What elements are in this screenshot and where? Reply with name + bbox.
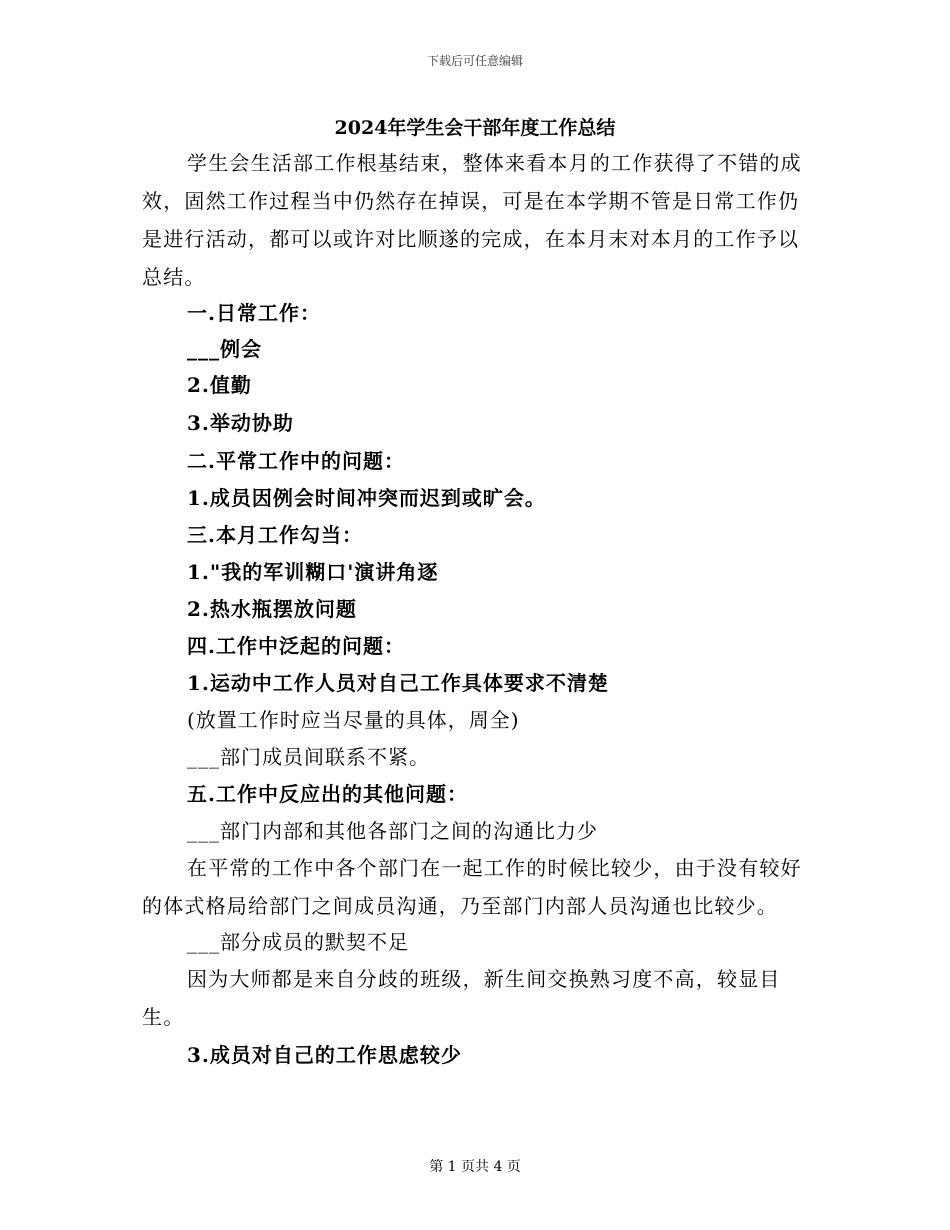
list-item: ___部门成员间联系不紧。 bbox=[187, 745, 430, 769]
list-item: ___部分成员的默契不足 bbox=[187, 930, 409, 954]
document-title: 2024年学生会干部年度工作总结 bbox=[334, 117, 616, 139]
tacit-paragraph: 因为大师都是来自分歧的班级，新生间交换熟习度不高，较显目生。 bbox=[142, 967, 781, 1029]
list-item: 3.成员对自己的工作思虑较少 bbox=[187, 1043, 462, 1067]
list-item: 1."我的军训糊口'演讲角逐 bbox=[187, 560, 439, 584]
section-heading-other-problems: 五.工作中反应出的其他问题： bbox=[187, 782, 468, 806]
page-header: 下载后可任意编辑 bbox=[426, 54, 523, 68]
list-item-note: (放置工作时应当尽量的具体，周全) bbox=[187, 708, 520, 732]
section-heading-daily-work: 一.日常工作： bbox=[187, 301, 321, 325]
list-item: 3.举动协助 bbox=[187, 411, 294, 435]
section-heading-monthly-activities: 三.本月工作勾当： bbox=[187, 523, 363, 547]
section-heading-work-problems: 四.工作中泛起的问题： bbox=[187, 634, 405, 658]
list-item: ___例会 bbox=[187, 337, 262, 361]
list-item: ___部门内部和其他各部门之间的沟通比力少 bbox=[187, 819, 598, 843]
communication-paragraph: 在平常的工作中各个部门在一起工作的时候比较少，由于没有较好的体式格局给部门之间成员沟通，乃至部门内部人员沟通也比较少。 bbox=[142, 856, 802, 918]
list-item: 1.运动中工作人员对自己工作具体要求不清楚 bbox=[187, 671, 609, 695]
section-heading-daily-problems: 二.平常工作中的问题： bbox=[187, 449, 405, 473]
list-item: 2.热水瓶摆放问题 bbox=[187, 597, 357, 621]
list-item: 1.成员因例会时间冲突而迟到或旷会。 bbox=[187, 486, 546, 510]
list-item: 2.值勤 bbox=[187, 373, 252, 397]
intro-paragraph: 学生会生活部工作根基结束，整体来看本月的工作获得了不错的成效，固然工作过程当中仍然存在掉误，可是在本学期不管是日常工作仍是进行活动，都可以或许对比顺遂的完成，在本月末对本月的工作予以总结。 bbox=[142, 151, 802, 289]
page-footer: 第 1 页共 4 页 bbox=[429, 1159, 521, 1175]
